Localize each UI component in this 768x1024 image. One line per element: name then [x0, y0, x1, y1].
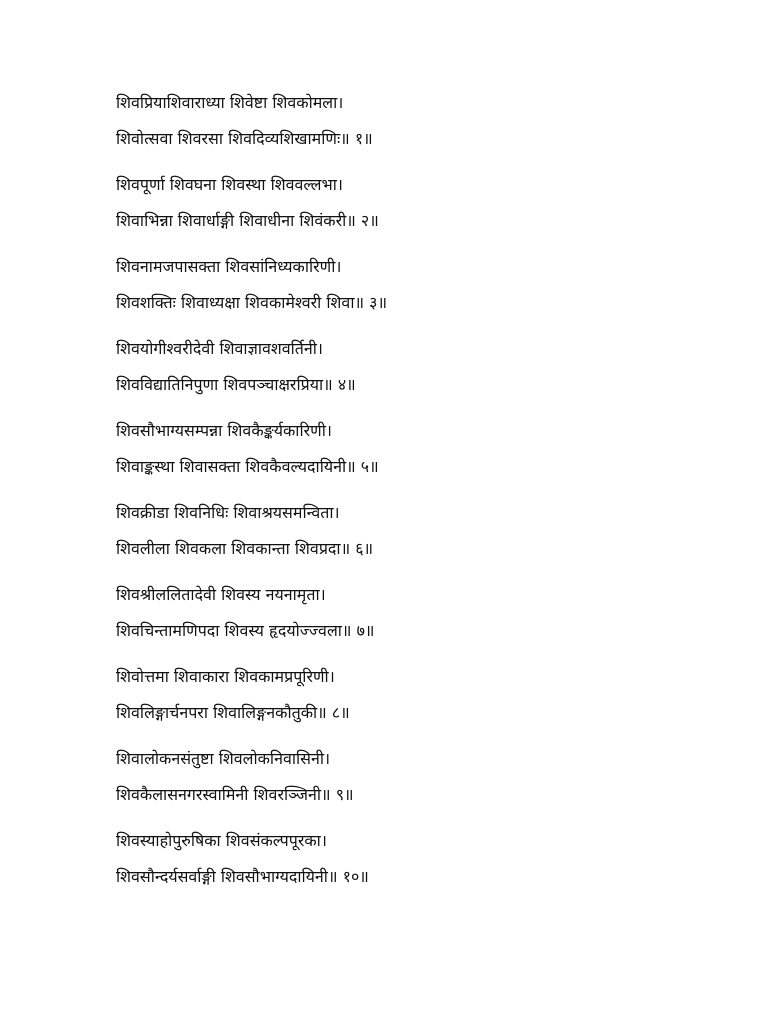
verse-3-line-1: शिवनामजपासक्ता शिवसांनिध्यकारिणी। — [116, 257, 342, 276]
verse-5-line-2: शिवाङ्कस्था शिवासक्ता शिवकैवल्यदायिनी॥ ५॥ — [116, 457, 379, 476]
verse-6 — [116, 502, 716, 584]
verse-8 — [116, 666, 716, 748]
verse-9-line-1: शिवालोकनसंतुष्टा शिवलोकनिवासिनी। — [116, 749, 331, 768]
verse-7 — [116, 584, 716, 666]
verse-5 — [116, 420, 716, 502]
verse-9-line-2: शिवकैलासनगरस्वामिनी शिवरञ्जिनी॥ ९॥ — [116, 785, 354, 804]
verse-8-line-1: शिवोत्तमा शिवाकारा शिवकामप्रपूरिणी। — [116, 667, 335, 686]
verse-9 — [116, 748, 716, 830]
verse-3 — [116, 256, 716, 338]
verse-2 — [116, 174, 716, 256]
verse-10 — [116, 830, 716, 912]
verse-4-line-1: शिवयोगीश्वरीदेवी शिवाज्ञावशवर्तिनी। — [116, 339, 323, 358]
verse-7-line-2: शिवचिन्तामणिपदा शिवस्य हृदयोज्ज्वला॥ ७॥ — [116, 621, 375, 640]
verse-6-line-2: शिवलीला शिवकला शिवकान्ता शिवप्रदा॥ ६॥ — [116, 539, 374, 558]
verse-10-line-1: शिवस्याहोपुरुषिका शिवसंकल्पपूरका। — [116, 831, 327, 850]
verse-1-line-1: शिवप्रियाशिवाराध्या शिवेष्टा शिवकोमला। — [116, 93, 344, 112]
verse-1 — [116, 92, 716, 174]
verse-5-line-1: शिवसौभाग्यसम्पन्ना शिवकैङ्कर्यकारिणी। — [116, 421, 332, 440]
verse-8-line-2: शिवलिङ्गार्चनपरा शिवालिङ्गनकौतुकी॥ ८॥ — [116, 703, 350, 722]
verse-list — [116, 92, 716, 912]
verse-7-line-1: शिवश्रीललितादेवी शिवस्य नयनामृता। — [116, 585, 326, 604]
verse-4 — [116, 338, 716, 420]
verse-1-line-2: शिवोत्सवा शिवरसा शिवदिव्यशिखामणिः॥ १॥ — [116, 129, 373, 148]
verse-3-line-2: शिवशक्तिः शिवाध्यक्षा शिवकामेश्वरी शिवा॥ ३॥ — [116, 293, 388, 312]
verse-4-line-2: शिवविद्यातिनिपुणा शिवपञ्चाक्षरप्रिया॥ ४॥ — [116, 375, 356, 394]
verse-2-line-1: शिवपूर्णा शिवघना शिवस्था शिववल्लभा। — [116, 175, 343, 194]
verse-10-line-2: शिवसौन्दर्यसर्वाङ्गी शिवसौभाग्यदायिनी॥ १०॥ — [116, 867, 369, 886]
verse-2-line-2: शिवाभिन्ना शिवार्धाङ्गी शिवाधीना शिवंकरी॥ २॥ — [116, 211, 379, 230]
verse-6-line-1: शिवक्रीडा शिवनिधिः शिवाश्रयसमन्विता। — [116, 503, 340, 522]
